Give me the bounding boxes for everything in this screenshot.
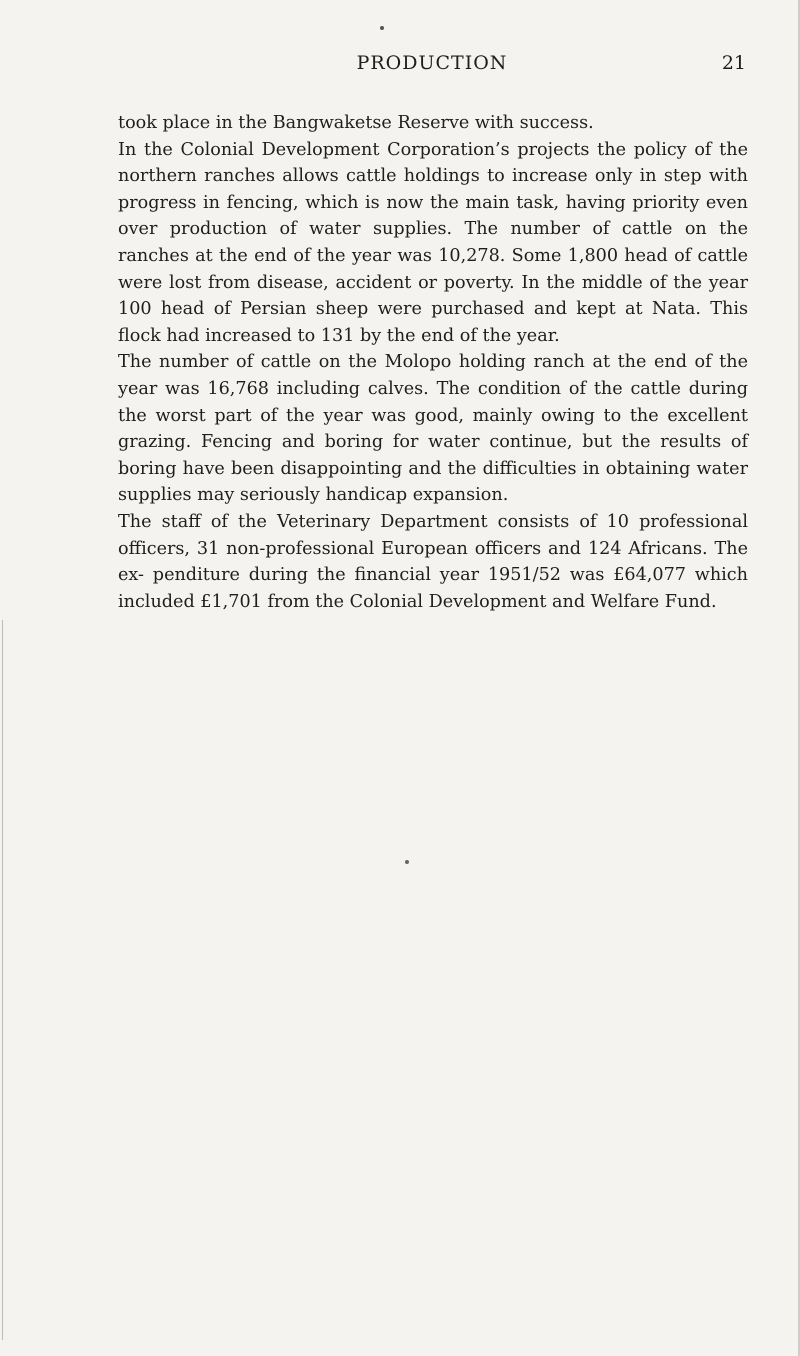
running-title: PRODUCTION <box>356 52 508 74</box>
paragraph-continuation: took place in the Bangwaketse Reserve with success. <box>118 113 594 133</box>
body-text <box>118 110 748 615</box>
paragraph-veterinary-staff: The staff of the Veterinary Department consists of 10 professional officers, 31 non-professional European officers and 124 Africans. The ex- penditure during the financial year 1951/52 was £64,077 which included £1,701 from the Colonial Development and Welfare Fund. <box>118 511 748 612</box>
printer-mark-dot <box>380 26 384 30</box>
page-number: 21 <box>721 52 746 74</box>
paragraph-molopo-ranch: The number of cattle on the Molopo holding ranch at the end of the year was 16,768 including calves. The condition of the cattle during the worst part of the year was good, mainly owing to the excellent grazing. Fencing and boring for water continue, but the results of boring have been disappointing and the difficulties in obtaining water supplies may seriously handicap expansion. <box>118 352 748 506</box>
scan-edge-line <box>2 620 3 1340</box>
page-header <box>118 52 746 78</box>
stray-mark-dot <box>405 860 409 864</box>
paragraph-cdc-ranches: In the Colonial Development Corporation’s projects the policy of the northern ranches allows cattle holdings to increase only in step with progress in fencing, which is now the main task, having priority even over production of water supplies. The number of cattle on the ranches at the end of the year was 10,278. Some 1,800 head of cattle were lost from disease, accident or poverty. In the middle of the year 100 head of Persian sheep were purchased and kept at Nata. This flock had increased to 131 by the end of the year. <box>118 139 748 346</box>
